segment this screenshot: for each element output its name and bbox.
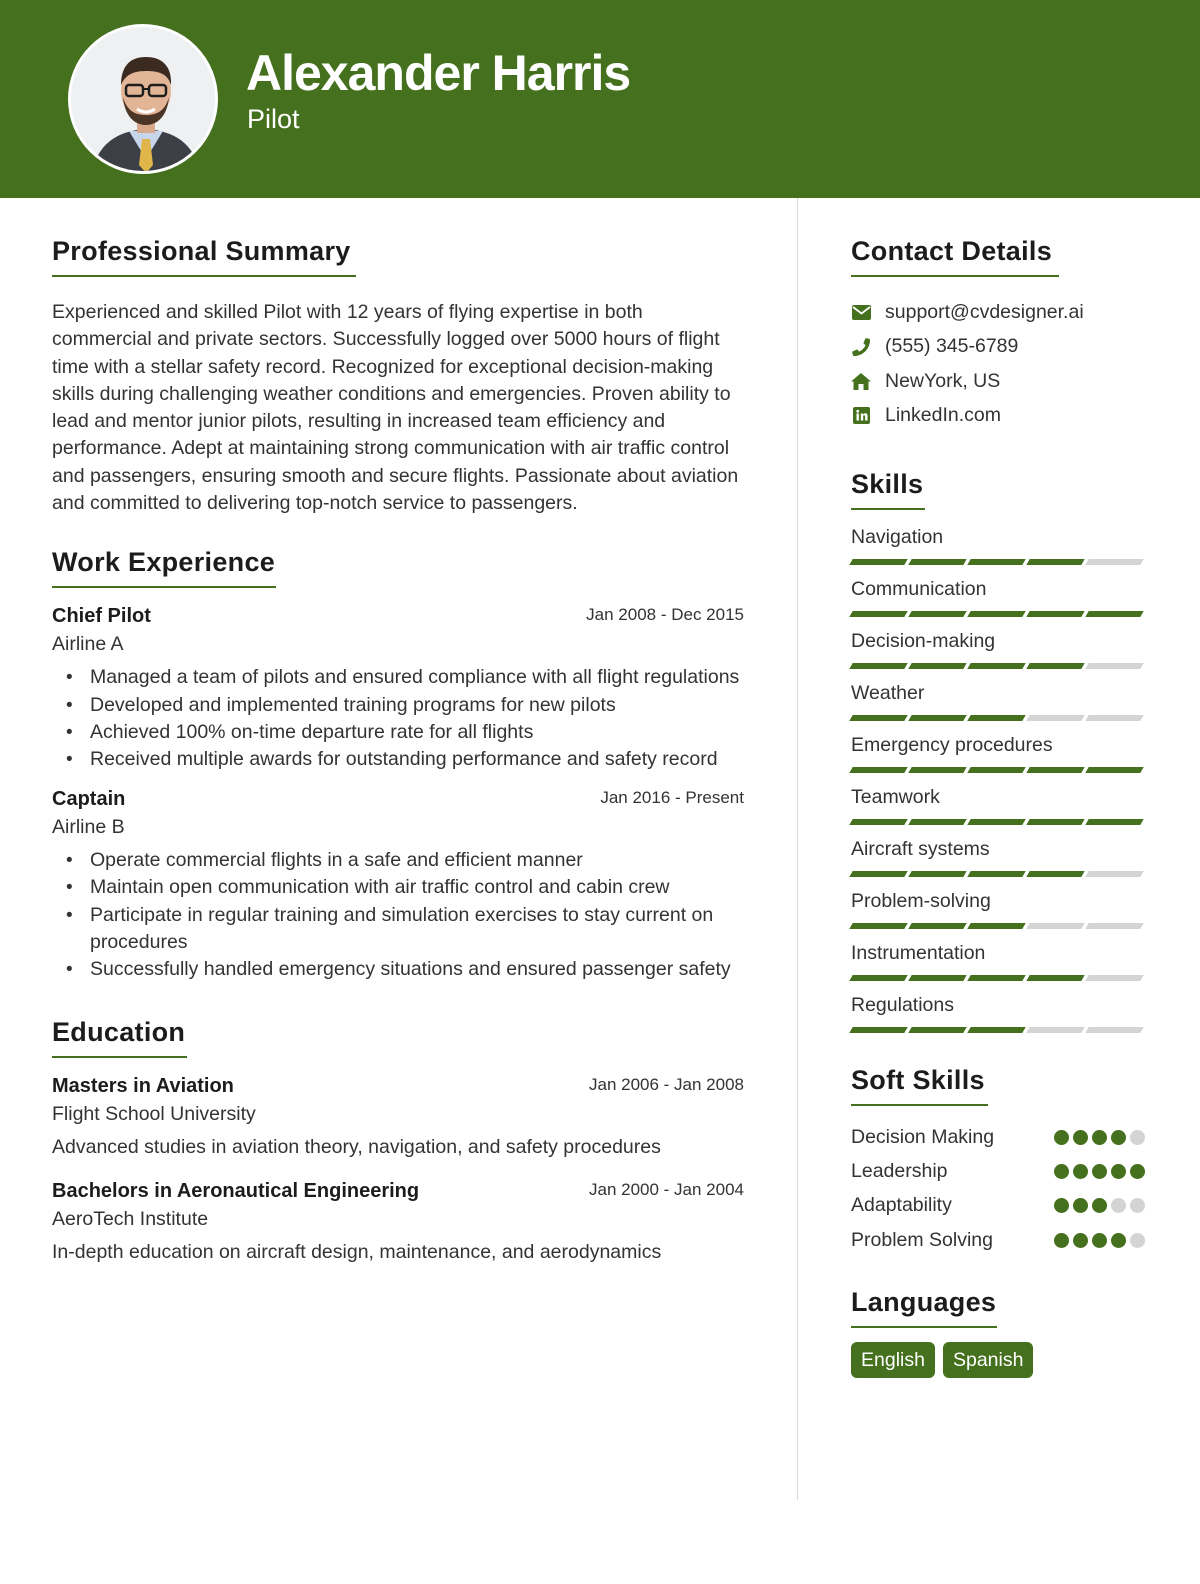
- soft-skill-item: [851, 1120, 1145, 1154]
- soft-skill-item: [851, 1223, 1145, 1257]
- rating-dot: [1092, 1130, 1107, 1145]
- skill-name: Navigation: [851, 526, 944, 548]
- skill-level-segment: [1026, 715, 1084, 721]
- skill-name: Instrumentation: [851, 942, 986, 964]
- skill-level-bar: [851, 975, 1151, 981]
- rating-dot: [1130, 1198, 1145, 1213]
- soft-skills-list: [851, 1120, 1145, 1257]
- skill-item: [851, 576, 1151, 617]
- skill-name: Weather: [851, 682, 925, 704]
- skill-level-segment: [1085, 559, 1143, 565]
- skill-level-segment: [1085, 767, 1143, 773]
- skill-level-segment: [967, 767, 1025, 773]
- skill-level-bar: [851, 611, 1151, 617]
- language-badge: English: [851, 1342, 935, 1378]
- experience-heading: Work Experience: [52, 547, 276, 588]
- skill-level-segment: [1026, 871, 1084, 877]
- soft-skill-name: Decision Making: [851, 1125, 995, 1148]
- rating-dot: [1073, 1130, 1088, 1145]
- skill-item: [851, 836, 1151, 877]
- skill-level-bar: [851, 923, 1151, 929]
- skill-level-segment: [908, 1027, 966, 1033]
- job-bullets: [52, 664, 744, 773]
- job-bullets: [52, 847, 744, 983]
- contact-list: [851, 295, 1151, 433]
- skill-level-segment: [908, 559, 966, 565]
- soft-skill-name: Problem Solving: [851, 1228, 993, 1251]
- rating-dot: [1054, 1164, 1069, 1179]
- rating-dot: [1092, 1164, 1107, 1179]
- soft-skill-item: [851, 1154, 1145, 1188]
- skill-level-segment: [967, 663, 1025, 669]
- job-bullet: • Developed and implemented training programs for new pilots: [52, 692, 744, 719]
- skill-level-segment: [908, 871, 966, 877]
- skill-level-segment: [849, 923, 907, 929]
- soft-skills-heading: Soft Skills: [851, 1065, 988, 1106]
- skill-level-segment: [908, 715, 966, 721]
- resume-header: [0, 0, 1200, 198]
- rating-dot: [1111, 1164, 1126, 1179]
- contact-location-text: NewYork, US: [885, 369, 1001, 392]
- job-entry: [52, 785, 744, 983]
- contact-linkedin-text: LinkedIn.com: [885, 404, 1001, 427]
- education-desc: Advanced studies in aviation theory, navigation, and safety procedures: [52, 1136, 661, 1159]
- contact-heading-wrap: [851, 236, 1151, 277]
- job-bullet: • Managed a team of pilots and ensured compliance with all flight regulations: [52, 664, 744, 691]
- skill-item: [851, 784, 1151, 825]
- languages-heading: Languages: [851, 1287, 997, 1328]
- skill-level-segment: [849, 611, 907, 617]
- education-entry: [52, 1177, 744, 1266]
- skill-level-segment: [967, 715, 1025, 721]
- skill-item: [851, 524, 1151, 565]
- rating-dot: [1092, 1198, 1107, 1213]
- job-company: Airline A: [52, 633, 124, 656]
- skill-item: [851, 992, 1151, 1033]
- skill-level-segment: [967, 559, 1025, 565]
- skills-heading: Skills: [851, 469, 925, 510]
- skill-level-bar: [851, 715, 1151, 721]
- skill-level-segment: [1085, 819, 1143, 825]
- contact-location: [851, 364, 1151, 399]
- soft-skill-rating: [1054, 1233, 1145, 1248]
- contact-heading: Contact Details: [851, 236, 1059, 277]
- skill-level-segment: [849, 975, 907, 981]
- skill-level-segment: [849, 663, 907, 669]
- skill-level-segment: [1026, 819, 1084, 825]
- job-bullet: • Received multiple awards for outstanding performance and safety record: [52, 746, 744, 773]
- skill-item: [851, 732, 1151, 773]
- skill-level-segment: [849, 871, 907, 877]
- contact-phone[interactable]: [851, 330, 1151, 365]
- side-column: [851, 236, 1151, 1378]
- rating-dot: [1073, 1164, 1088, 1179]
- rating-dot: [1073, 1233, 1088, 1248]
- skill-name: Regulations: [851, 994, 954, 1016]
- soft-skills-heading-wrap: [851, 1065, 1151, 1106]
- languages-heading-wrap: [851, 1287, 1151, 1328]
- rating-dot: [1092, 1233, 1107, 1248]
- job-date: Jan 2016 - Present: [600, 788, 744, 808]
- soft-skill-rating: [1054, 1130, 1145, 1145]
- degree-title: Masters in Aviation: [52, 1075, 234, 1098]
- skill-level-bar: [851, 1027, 1151, 1033]
- experience-heading-wrap: [52, 547, 744, 588]
- job-title: Captain: [52, 788, 126, 811]
- skill-level-bar: [851, 819, 1151, 825]
- linkedin-icon: [851, 406, 871, 426]
- school-name: Flight School University: [52, 1103, 256, 1126]
- rating-dot: [1054, 1233, 1069, 1248]
- soft-skill-name: Leadership: [851, 1159, 948, 1182]
- skill-level-segment: [849, 559, 907, 565]
- skill-item: [851, 628, 1151, 669]
- skill-level-segment: [967, 923, 1025, 929]
- skill-level-bar: [851, 559, 1151, 565]
- rating-dot: [1054, 1130, 1069, 1145]
- rating-dot: [1111, 1130, 1126, 1145]
- column-divider: [797, 198, 798, 1500]
- soft-skill-name: Adaptability: [851, 1194, 952, 1217]
- skill-level-segment: [908, 767, 966, 773]
- skill-name: Communication: [851, 578, 987, 600]
- rating-dot: [1073, 1198, 1088, 1213]
- skill-name: Teamwork: [851, 786, 940, 808]
- rating-dot: [1130, 1233, 1145, 1248]
- skill-name: Emergency procedures: [851, 734, 1053, 756]
- skill-level-bar: [851, 767, 1151, 773]
- skill-level-segment: [849, 1027, 907, 1033]
- main-column: [52, 236, 744, 1266]
- home-icon: [851, 371, 871, 391]
- language-badge: Spanish: [943, 1342, 1033, 1378]
- phone-icon: [851, 337, 871, 357]
- skill-level-segment: [908, 975, 966, 981]
- job-bullet: • Operate commercial flights in a safe and efficient manner: [52, 847, 744, 874]
- job-bullet: • Successfully handled emergency situations and ensured passenger safety: [52, 956, 744, 983]
- skill-level-segment: [967, 871, 1025, 877]
- skill-level-segment: [1026, 611, 1084, 617]
- job-entry: [52, 602, 744, 773]
- education-heading: Education: [52, 1017, 187, 1058]
- rating-dot: [1130, 1130, 1145, 1145]
- skill-level-segment: [849, 715, 907, 721]
- skill-level-segment: [1085, 923, 1143, 929]
- skill-level-segment: [967, 819, 1025, 825]
- skill-level-segment: [967, 1027, 1025, 1033]
- languages-list: [851, 1342, 1151, 1378]
- job-title: Chief Pilot: [52, 605, 151, 628]
- skill-level-segment: [908, 611, 966, 617]
- contact-email-text: support@cvdesigner.ai: [885, 300, 1084, 323]
- skill-level-segment: [908, 819, 966, 825]
- education-desc: In-depth education on aircraft design, maintenance, and aerodynamics: [52, 1241, 662, 1264]
- job-bullet: • Achieved 100% on-time departure rate for all flights: [52, 719, 744, 746]
- skill-level-segment: [1026, 663, 1084, 669]
- skill-level-segment: [849, 819, 907, 825]
- education-date: Jan 2006 - Jan 2008: [588, 1075, 744, 1095]
- skill-level-segment: [1085, 663, 1143, 669]
- skill-level-bar: [851, 663, 1151, 669]
- skill-level-segment: [1026, 767, 1084, 773]
- job-bullet: • Participate in regular training and simulation exercises to stay current on procedures: [52, 902, 744, 956]
- candidate-role: Pilot: [247, 104, 300, 134]
- skill-level-segment: [1026, 559, 1084, 565]
- skill-level-segment: [849, 767, 907, 773]
- skill-level-segment: [1085, 1027, 1143, 1033]
- contact-phone-text: (555) 345-6789: [885, 335, 1019, 358]
- job-bullet: • Maintain open communication with air traffic control and cabin crew: [52, 874, 744, 901]
- skill-item: [851, 680, 1151, 721]
- rating-dot: [1130, 1164, 1145, 1179]
- profile-photo: [68, 24, 218, 174]
- skills-list: [851, 524, 1151, 1033]
- skill-level-segment: [967, 611, 1025, 617]
- candidate-name: Alexander Harris: [246, 45, 631, 101]
- summary-heading: Professional Summary: [52, 236, 356, 277]
- envelope-icon: [851, 302, 871, 322]
- skill-level-segment: [1026, 975, 1084, 981]
- education-heading-wrap: [52, 1017, 744, 1058]
- job-date: Jan 2008 - Dec 2015: [586, 605, 744, 625]
- degree-title: Bachelors in Aeronautical Engineering: [52, 1180, 420, 1203]
- contact-email[interactable]: [851, 295, 1151, 330]
- skill-level-segment: [908, 663, 966, 669]
- skill-name: Problem-solving: [851, 890, 991, 912]
- summary-heading-wrap: [52, 236, 744, 277]
- skill-item: [851, 888, 1151, 929]
- summary-text: Experienced and skilled Pilot with 12 years of flying expertise in both commercial and private sectors. Successfully logged over 5000 hours of flight time with a stellar safety record. Recognized for exceptional decision-making skills during challenging weather conditions and emergencies. Proven ability to lead and mentor junior pilots, resulting in increased team efficiency and performance. Adept at maintaining strong communication with air traffic control and passengers, ensuring smooth and secure flights. Passionate about aviation and committed to delivering top-notch service to passengers.: [52, 301, 739, 515]
- contact-linkedin[interactable]: [851, 399, 1151, 434]
- skill-level-segment: [1085, 871, 1143, 877]
- skill-level-segment: [1085, 975, 1143, 981]
- skill-level-segment: [908, 923, 966, 929]
- profile-photo-image: [71, 27, 218, 174]
- education-date: Jan 2000 - Jan 2004: [588, 1180, 744, 1200]
- skills-heading-wrap: [851, 469, 1151, 510]
- skill-level-segment: [967, 975, 1025, 981]
- skill-level-bar: [851, 871, 1151, 877]
- education-entry: [52, 1072, 744, 1161]
- skill-level-segment: [1026, 1027, 1084, 1033]
- rating-dot: [1054, 1198, 1069, 1213]
- school-name: AeroTech Institute: [52, 1208, 209, 1231]
- job-company: Airline B: [52, 816, 125, 839]
- soft-skill-item: [851, 1189, 1145, 1223]
- skill-level-segment: [1085, 611, 1143, 617]
- skill-level-segment: [1026, 923, 1084, 929]
- skill-name: Decision-making: [851, 630, 996, 652]
- skill-name: Aircraft systems: [851, 838, 990, 860]
- skill-item: [851, 940, 1151, 981]
- rating-dot: [1111, 1233, 1126, 1248]
- soft-skill-rating: [1054, 1164, 1145, 1179]
- soft-skill-rating: [1054, 1198, 1145, 1213]
- rating-dot: [1111, 1198, 1126, 1213]
- skill-level-segment: [1085, 715, 1143, 721]
